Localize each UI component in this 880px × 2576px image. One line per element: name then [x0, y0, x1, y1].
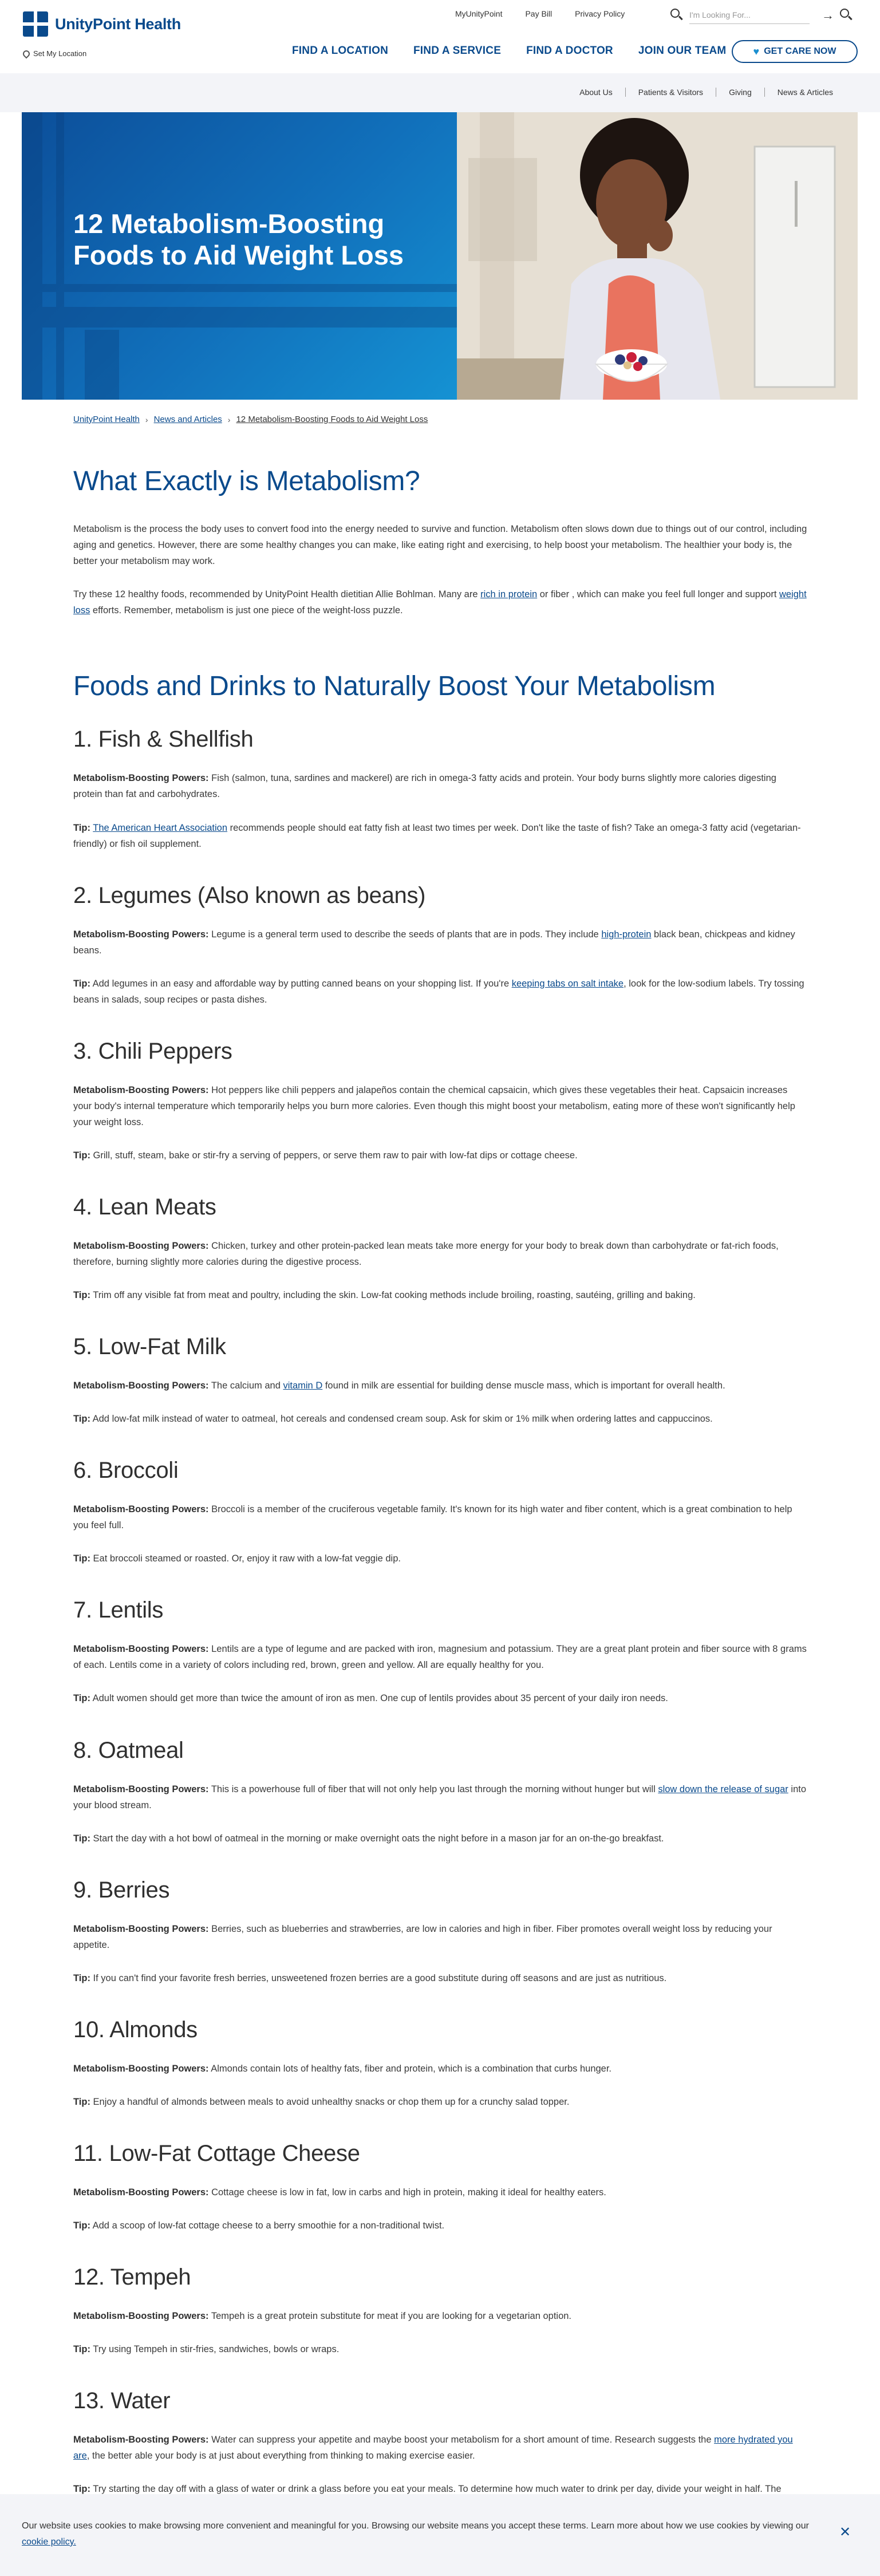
food-item-tip: [73, 1147, 807, 1163]
food-item: [73, 882, 807, 1008]
body-text: This is a powerhouse full of fiber that will not only help you last through the morning without hunger but will: [208, 1784, 658, 1794]
body-text: Cottage cheese is low in fat, low in carbs and high in protein, making it ideal for healthy eaters.: [208, 2187, 606, 2198]
intro-text: Try these 12 healthy foods, recommended by UnityPoint Health dietitian Allie Bohlman. Many are: [73, 589, 481, 599]
chevron-right-icon: ›: [145, 415, 148, 424]
utility-links: [455, 9, 625, 18]
link-rich-in-protein[interactable]: rich in protein: [480, 589, 538, 599]
food-item-title: 13. Water: [73, 2388, 171, 2414]
nav-find-a-location[interactable]: FIND A LOCATION: [292, 45, 388, 57]
food-item-tip-label: Tip:: [73, 1693, 90, 1704]
article-body: [73, 465, 807, 2576]
food-item-title: 3. Chili Peppers: [73, 1038, 232, 1064]
hero-banner: [22, 112, 858, 400]
food-item-tip: [73, 2341, 807, 2357]
food-item-powers-label: Metabolism-Boosting Powers:: [73, 1240, 209, 1251]
body-text: Berries, such as blueberries and strawberries, are low in calories and high in fiber. Fiber promotes overall weight loss by reducing your appetite.: [73, 1923, 772, 1950]
body-text: Trim off any visible fat from meat and poultry, including the skin. Low-fat cooking methods include broiling, roasting, sautéing, grilling and baking.: [90, 1290, 696, 1301]
food-item-title: 2. Legumes (Also known as beans): [73, 882, 426, 908]
food-item-powers-label: Metabolism-Boosting Powers:: [73, 1644, 209, 1655]
get-care-now-label: GET CARE NOW: [764, 46, 836, 56]
intro-heading: What Exactly is Metabolism?: [73, 466, 420, 496]
food-item-title: 11. Low-Fat Cottage Cheese: [73, 2140, 360, 2166]
body-text: Add low-fat milk instead of water to oatmeal, hot cereals and condensed cream soup. Ask for skim or 1% milk when ordering lattes and cappuccinos.: [90, 1414, 713, 1425]
secondary-nav-bar: [0, 73, 880, 112]
body-text: Start the day with a hot bowl of oatmeal in the morning or make overnight oats the night before in a mason jar for an on-the-go breakfast.: [90, 1833, 664, 1844]
food-item-powers: [73, 1641, 807, 1673]
food-item: [73, 1037, 807, 1163]
food-list: [73, 725, 807, 2513]
food-item-title: 5. Low-Fat Milk: [73, 1334, 226, 1360]
food-item-powers-label: Metabolism-Boosting Powers:: [73, 2310, 209, 2321]
food-item-tip: [73, 1287, 807, 1303]
body-text: Hot peppers like chili peppers and jalapeños contain the chemical capsaicin, which gives these vegetables their heat. Capsaicin increases your body's internal temperature which temporarily helps you burn more calories. Even though this might boost your metabolism, eating more of these won't significantly help your weight loss.: [73, 1084, 795, 1127]
food-item: [73, 1737, 807, 1847]
food-item-tip: [73, 820, 807, 852]
food-item-powers: [73, 770, 807, 802]
food-item-powers-label: Metabolism-Boosting Powers:: [73, 1923, 209, 1934]
heart-icon: ♥: [753, 45, 760, 57]
body-text: Try starting the day off with a glass of water or drink a glass before you eat your meals. To determine how much water to drink per day, divide your weight in half. The: [93, 2484, 782, 2495]
food-item-tip-label: Tip:: [73, 2344, 90, 2355]
food-item: [73, 2263, 807, 2357]
food-item-powers: [73, 1378, 807, 1394]
body-text: Water can suppress your appetite and maybe boost your metabolism for a short amount of time. Research suggests the: [208, 2435, 715, 2445]
food-item: [73, 1457, 807, 1567]
food-item-tip: [73, 2094, 807, 2110]
body-text: , the better able your body is at just about everything from thinking to making exercise easier.: [86, 2451, 475, 2461]
search-submit-arrow-icon[interactable]: →: [822, 8, 834, 22]
search-icon[interactable]: [839, 8, 853, 22]
food-item-tip: [73, 1690, 807, 1706]
cookie-policy-link[interactable]: cookie policy.: [22, 2537, 76, 2547]
intro-text: or fiber , which can make you feel full longer and support: [537, 589, 779, 599]
utility-link-myunitypoint[interactable]: MyUnityPoint: [455, 9, 503, 18]
food-item-powers: [73, 1781, 807, 1813]
body-text: Add legumes in an easy and affordable way by putting canned beans on your shopping list. If you're: [90, 978, 512, 989]
inline-link[interactable]: high-protein: [601, 929, 652, 940]
woman-eating-berries-illustration: [457, 112, 858, 400]
breadcrumb-current-page: 12 Metabolism-Boosting Foods to Aid Weight Loss: [236, 415, 428, 424]
food-item-tip: [73, 1831, 807, 1847]
brand-logo[interactable]: [23, 11, 181, 37]
main-nav: [292, 45, 726, 57]
subnav-news-articles[interactable]: News & Articles: [777, 88, 833, 97]
food-item-powers-label: Metabolism-Boosting Powers:: [73, 2187, 209, 2198]
body-text: The calcium and: [208, 1380, 283, 1391]
inline-link[interactable]: more hydrated you are: [73, 2435, 793, 2461]
hero-photo: [457, 112, 858, 400]
food-item-tip-label: Tip:: [73, 978, 90, 989]
body-text: Almonds contain lots of healthy fats, fiber and protein, which is a combination that curbs hunger.: [208, 2063, 612, 2074]
food-item-tip-label: Tip:: [73, 1150, 90, 1161]
utility-link-pay-bill[interactable]: Pay Bill: [525, 9, 553, 18]
body-text: recommends people should eat fatty fish at least two times per week. Don't like the taste of fish? Take an omega-3 fatty acid (vegetarian-friendly) or fish oil supplement.: [73, 822, 801, 849]
location-pin-icon: [22, 49, 31, 58]
food-item-title: 10. Almonds: [73, 2017, 198, 2042]
food-item-powers-label: Metabolism-Boosting Powers:: [73, 929, 209, 940]
set-location-label: Set My Location: [33, 49, 87, 58]
intro-text: efforts. Remember, metabolism is just one piece of the weight-loss puzzle.: [90, 605, 403, 616]
body-text: Fish (salmon, tuna, sardines and mackerel) are rich in omega-3 fatty acids and protein. Your body burns slightly more calories digesting protein than fat and carbohydrates.: [73, 773, 776, 800]
food-item-powers: [73, 2184, 807, 2200]
foods-heading: Foods and Drinks to Naturally Boost Your Metabolism: [73, 670, 716, 701]
secondary-nav: [567, 88, 846, 97]
food-item-powers-label: Metabolism-Boosting Powers:: [73, 2435, 209, 2445]
link-weight-loss[interactable]: weight loss: [73, 589, 807, 616]
food-item-powers: [73, 1501, 807, 1533]
nav-find-a-doctor[interactable]: FIND A DOCTOR: [526, 45, 613, 57]
food-item-tip-label: Tip:: [73, 2096, 90, 2107]
body-text: Tempeh is a great protein substitute for meat if you are looking for a vegetarian option.: [208, 2310, 572, 2321]
body-text: , look for the low-sodium labels. Try tossing beans in salads, soup recipes or pasta dishes.: [73, 978, 804, 1005]
intro-paragraph: Metabolism is the process the body uses to convert food into the energy needed to survive and function. Metabolism often slows down due to things out of our control, including aging and genetics. However, there are some healthy changes you can make, like eating right and exercising, to help boost your metabolism. The healthier your body is, the better your metabolism may work.: [73, 523, 807, 566]
food-item-powers: [73, 1082, 807, 1130]
hero-title: 12 Metabolism-Boosting Foods to Aid Weight Loss: [73, 208, 404, 270]
body-text: into your blood stream.: [73, 1784, 806, 1810]
cross-logo-icon: [23, 11, 48, 37]
top-utility-bar: [0, 0, 880, 41]
food-item-title: 12. Tempeh: [73, 2264, 191, 2290]
search-input[interactable]: [689, 6, 810, 24]
food-item-tip-label: Tip:: [73, 1833, 90, 1844]
food-item-tip-label: Tip:: [73, 1290, 90, 1301]
food-item-tip-label: Tip:: [73, 2484, 90, 2495]
inline-link[interactable]: keeping tabs on salt intake: [511, 978, 624, 989]
set-location-link[interactable]: [23, 49, 86, 58]
food-item: [73, 2140, 807, 2234]
hero-blue-panel: [22, 112, 457, 400]
inline-link[interactable]: slow down the release of sugar: [658, 1784, 788, 1794]
food-item-title: 7. Lentils: [73, 1597, 164, 1623]
food-item-title: 4. Lean Meats: [73, 1194, 216, 1220]
search-box: [670, 6, 810, 24]
body-text: black bean, chickpeas and kidney beans.: [73, 929, 795, 956]
food-item-tip-label: Tip:: [73, 822, 90, 833]
subnav-patients-visitors[interactable]: Patients & Visitors: [638, 88, 704, 97]
body-text: Add a scoop of low-fat cottage cheese to a berry smoothie for a non-traditional twist.: [90, 2220, 445, 2231]
food-item-powers-label: Metabolism-Boosting Powers:: [73, 1504, 209, 1515]
food-item-powers: [73, 2308, 807, 2324]
food-item: [73, 1193, 807, 1303]
food-item-powers-label: Metabolism-Boosting Powers:: [73, 1784, 209, 1794]
inline-link[interactable]: vitamin D: [283, 1380, 323, 1391]
food-item-powers: [73, 2432, 807, 2464]
food-item-powers-label: Metabolism-Boosting Powers:: [73, 1084, 209, 1095]
breadcrumb-unitypoint-health[interactable]: UnityPoint Health: [73, 415, 140, 424]
food-item-title: 9. Berries: [73, 1877, 170, 1903]
search-icon[interactable]: [670, 8, 684, 22]
body-text: found in milk are essential for building dense muscle mass, which is important for overall health.: [322, 1380, 725, 1391]
food-item-powers: [73, 926, 807, 958]
body-text: Lentils are a type of legume and are packed with iron, magnesium and potassium. They are a great plant protein and fiber source with 8 grams of each. Lentils come in a variety of colors including red, brown, green and yellow. All are equally healthy for you.: [73, 1644, 807, 1671]
subnav-giving[interactable]: Giving: [729, 88, 752, 97]
food-item-powers: [73, 2061, 807, 2077]
breadcrumb-news-and-articles[interactable]: News and Articles: [153, 415, 222, 424]
food-item: [73, 1333, 807, 1427]
food-item-tip-label: Tip:: [73, 1973, 90, 1983]
nav-join-our-team[interactable]: JOIN OUR TEAM: [638, 45, 727, 57]
food-item-powers: [73, 1921, 807, 1953]
food-item: [73, 1596, 807, 1706]
food-item-tip: [73, 976, 807, 1008]
food-item-tip: [73, 1411, 807, 1427]
body-text: If you can't find your favorite fresh berries, unsweetened frozen berries are a good substitute during off seasons and are just as nutritious.: [90, 1973, 667, 1983]
food-item: [73, 2016, 807, 2110]
food-item-title: 6. Broccoli: [73, 1458, 179, 1484]
food-item: [73, 725, 807, 851]
body-text: Broccoli is a member of the cruciferous vegetable family. It's known for its high water and fiber content, which is a great combination to help you feel full.: [73, 1504, 792, 1531]
body-text: Legume is a general term used to describe the seeds of plants that are in pods. They include: [208, 929, 602, 940]
food-item: [73, 1876, 807, 1986]
food-item-powers-label: Metabolism-Boosting Powers:: [73, 1380, 209, 1391]
subnav-about-us[interactable]: About Us: [579, 88, 613, 97]
cookie-banner: [0, 2494, 880, 2576]
body-text: Eat broccoli steamed or roasted. Or, enjoy it raw with a low-fat veggie dip.: [90, 1553, 401, 1564]
utility-link-privacy-policy[interactable]: Privacy Policy: [575, 9, 625, 18]
body-text: Chicken, turkey and other protein-packed lean meats take more energy for your body to break down than carbohydrate or fat-rich foods, therefore, burning slightly more calories during the digestive process.: [73, 1240, 779, 1268]
nav-find-a-service[interactable]: FIND A SERVICE: [413, 45, 502, 57]
food-item-title: 8. Oatmeal: [73, 1737, 184, 1763]
food-item-powers: [73, 1238, 807, 1270]
get-care-now-button[interactable]: [732, 40, 858, 63]
food-item-powers-label: Metabolism-Boosting Powers:: [73, 2063, 209, 2074]
brand-name: UnityPoint Health: [55, 15, 181, 33]
food-item-tip: [73, 1970, 807, 1986]
breadcrumb: [73, 415, 428, 424]
body-text: Grill, stuff, steam, bake or stir-fry a serving of peppers, or serve them raw to pair with low-fat dips or cottage cheese.: [90, 1150, 578, 1161]
body-text: Enjoy a handful of almonds between meals to avoid unhealthy snacks or chop them up for a crunchy salad topper.: [90, 2096, 570, 2107]
food-item-tip-label: Tip:: [73, 2220, 90, 2231]
inline-link[interactable]: The American Heart Association: [93, 822, 228, 833]
body-text: Adult women should get more than twice the amount of iron as men. One cup of lentils provides about 35 percent of your daily iron needs.: [90, 1693, 668, 1704]
food-item-tip-label: Tip:: [73, 1553, 90, 1564]
food-item-title: 1. Fish & Shellfish: [73, 727, 254, 752]
food-item-tip-label: Tip:: [73, 1414, 90, 1425]
food-item-tip: [73, 1551, 807, 1567]
cookie-text: Our website uses cookies to make browsing more convenient and meaningful for you. Browsing our website means you accept these terms. Learn more about how we use cookies by viewing our: [22, 2521, 809, 2531]
food-item-powers-label: Metabolism-Boosting Powers:: [73, 773, 209, 784]
cookie-message: [22, 2518, 812, 2550]
food-item-tip: [73, 2218, 807, 2234]
close-icon[interactable]: ✕: [839, 2524, 851, 2540]
body-text: Try using Tempeh in stir-fries, sandwiches, bowls or wraps.: [90, 2344, 340, 2355]
intro-paragraph-2: [73, 586, 807, 618]
chevron-right-icon: ›: [227, 415, 231, 424]
